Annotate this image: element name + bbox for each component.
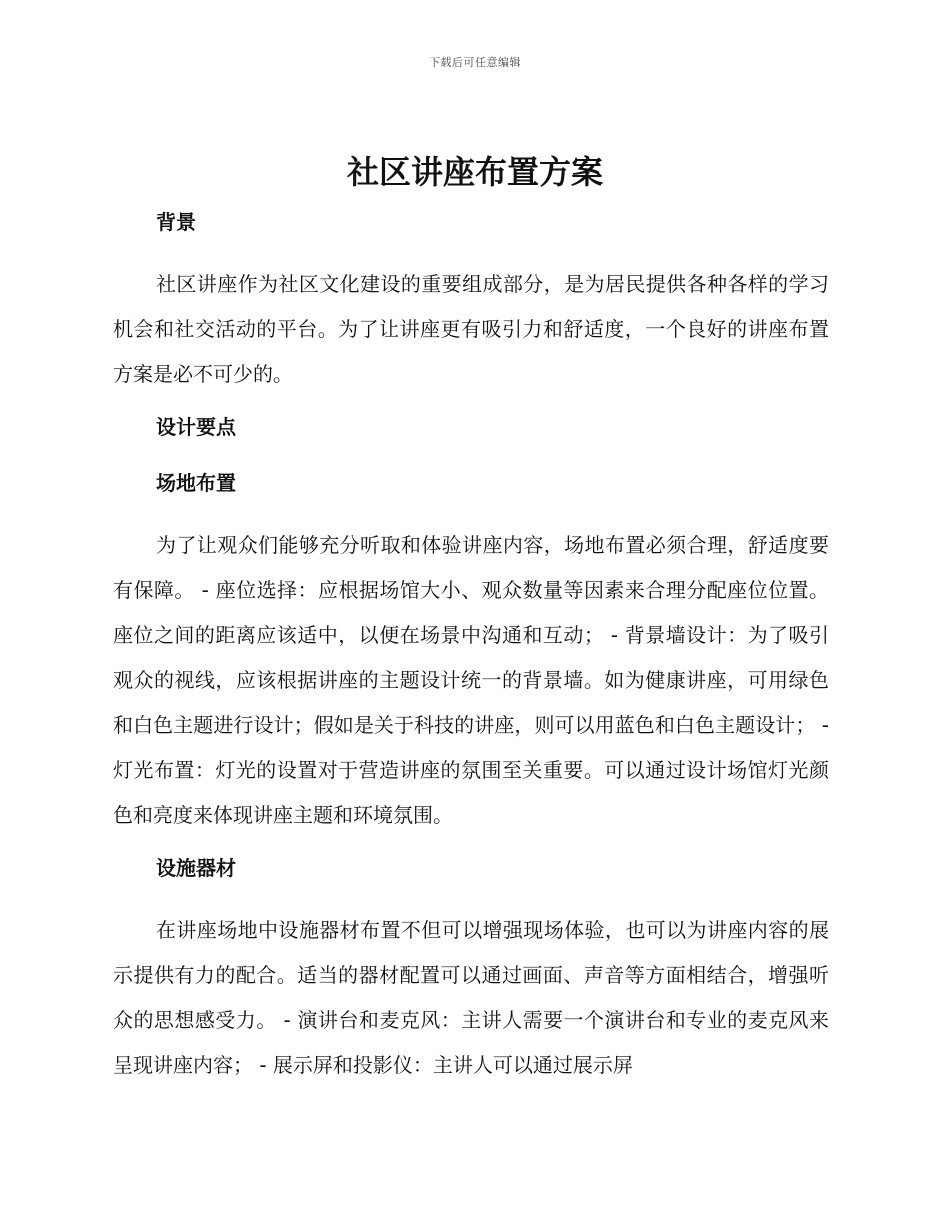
paragraph-background: 社区讲座作为社区文化建设的重要组成部分，是为居民提供各种各样的学习机会和社交活动的平台。为了让讲座更有吸引力和舒适度，一个良好的讲座布置方案是必不可少的。 (113, 272, 829, 386)
heading-venue-layout: 场地布置 (156, 471, 236, 495)
document-body (113, 206, 829, 1088)
heading-design-points: 设计要点 (156, 415, 236, 439)
paragraph-venue-layout: 为了让观众们能够充分听取和体验讲座内容，场地布置必须合理，舒适度要有保障。 - 座位选择：应根据场馆大小、观众数量等因素来合理分配座位位置。座位之间的距离应该适中，以便在场景中沟通和互动； - 背景墙设计：为了吸引观众的视线，应该根据讲座的主题设计统一的背景墙。如为健康讲座，可用绿色和白色主题进行设计；假如是关于科技的讲座，则可以用蓝色和白色主题设计； - 灯光布置：灯光的设置对于营造讲座的氛围至关重要。可以通过设计场馆灯光颜色和亮度来体现讲座主题和环境氛围。 (113, 533, 829, 827)
paragraph-equipment: 在讲座场地中设施器材布置不但可以增强现场体验，也可以为讲座内容的展示提供有力的配合。适当的器材配置可以通过画面、声音等方面相结合，增强听众的思想感受力。 - 演讲台和麦克风：主讲人需要一个演讲台和专业的麦克风来呈现讲座内容； - 展示屏和投影仪：主讲人可以通过展示屏 (113, 918, 829, 1077)
document-title: 社区讲座布置方案 (346, 153, 603, 191)
header-note: 下载后可任意编辑 (429, 56, 521, 69)
heading-equipment: 设施器材 (156, 856, 236, 880)
heading-background: 背景 (156, 210, 196, 234)
